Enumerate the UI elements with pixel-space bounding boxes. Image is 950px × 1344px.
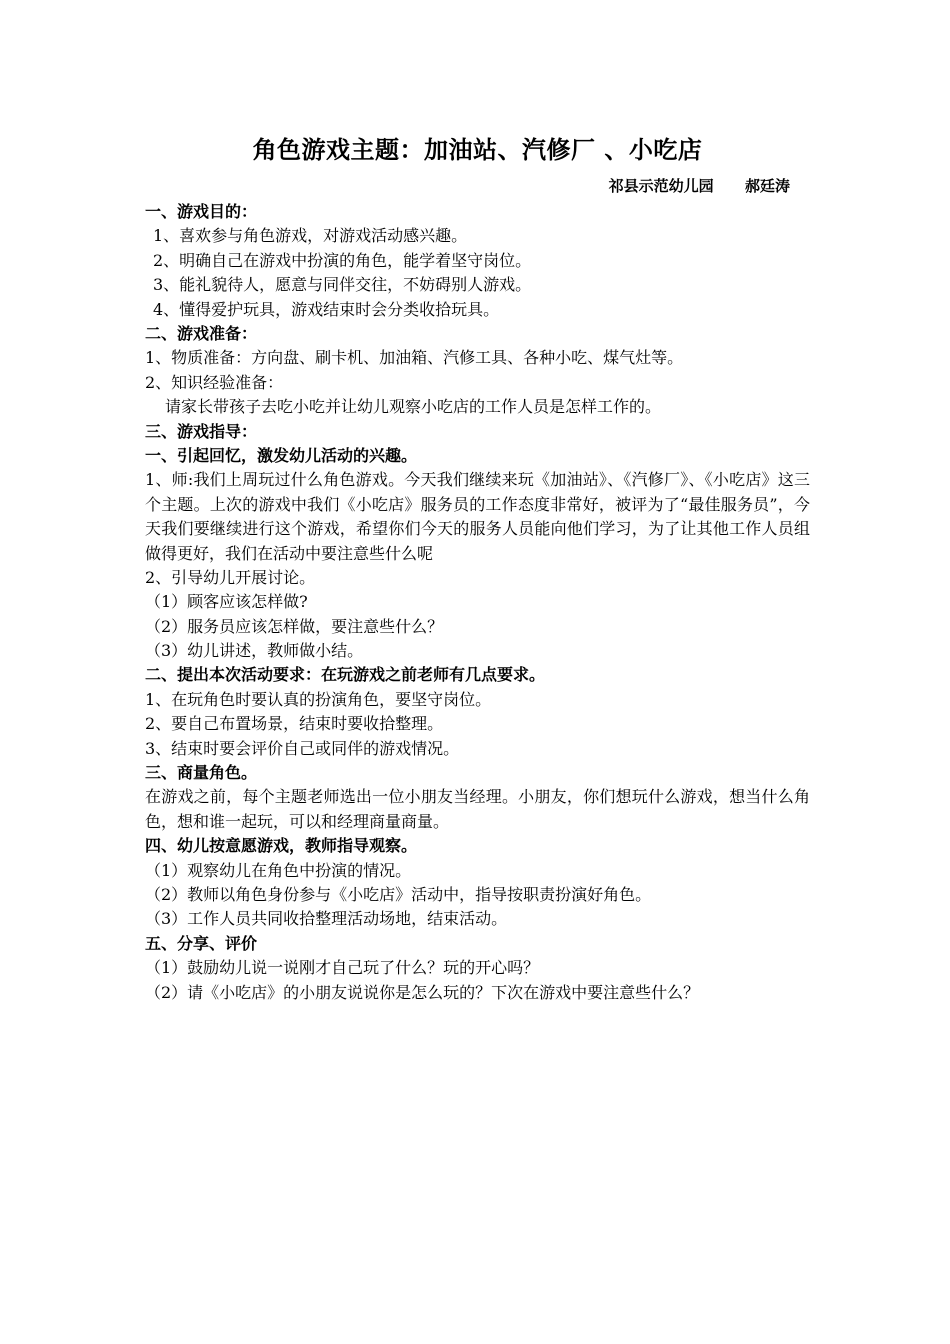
text-line: 2、知识经验准备： <box>145 372 284 392</box>
text-line: 3、结束时要会评价自己或同伴的游戏情况。 <box>145 738 460 758</box>
text-line: （3）幼儿讲述，教师做小结。 <box>145 641 364 661</box>
document-title: 角色游戏主题：加油站、汽修厂 、小吃店 <box>252 135 703 164</box>
text-line: 请家长带孩子去吃小吃并让幼儿观察小吃店的工作人员是怎样工作的。 <box>165 397 662 417</box>
text-line: （2）服务员应该怎样做，要注意些什么？ <box>145 616 444 636</box>
text-line: 2、引导幼儿开展讨论。 <box>145 567 316 587</box>
author-line: 祁县示范幼儿园 郝廷涛 <box>608 177 790 195</box>
text-line: 1、在玩角色时要认真的扮演角色，要坚守岗位。 <box>145 689 492 709</box>
section-heading: 二、提出本次活动要求：在玩游戏之前老师有几点要求。 <box>145 665 546 685</box>
text-line: （1）鼓励幼儿说一说刚才自己玩了什么？玩的开心吗？ <box>145 958 540 978</box>
text-line: 1、物质准备：方向盘、刷卡机、加油箱、汽修工具、各种小吃、煤气灶等。 <box>145 348 684 368</box>
section-heading: 三、商量角色。 <box>145 763 258 783</box>
section-block-2 <box>145 566 810 786</box>
section-heading: 一、引起回忆，激发幼儿活动的兴趣。 <box>145 445 418 465</box>
text-line: 2、要自己布置场景，结束时要收拾整理。 <box>145 714 444 734</box>
text-line: 1、喜欢参与角色游戏，对游戏活动感兴趣。 <box>153 226 468 246</box>
section-block-3 <box>145 834 810 1005</box>
text-line: （2）教师以角色身份参与《小吃店》活动中，指导按职责扮演好角色。 <box>145 885 652 905</box>
document-page <box>145 128 810 1005</box>
text-line: （1）顾客应该怎样做? <box>145 592 308 612</box>
section-heading: 四、幼儿按意愿游戏，教师指导观察。 <box>145 836 418 856</box>
text-line: （2）请《小吃店》的小朋友说说你是怎么玩的？下次在游戏中要注意些什么？ <box>145 982 700 1002</box>
section-heading: 五、分享、评价 <box>145 933 258 953</box>
text-line: （1）观察幼儿在角色中扮演的情况。 <box>145 860 412 880</box>
text-line: 2、明确自己在游戏中扮演的角色，能学着坚守岗位。 <box>153 250 532 270</box>
paragraph-role-negotiation: 在游戏之前，每个主题老师选出一位小朋友当经理。小朋友，你们想玩什么游戏，想当什么角色，想和谁一起玩，可以和经理商量商量。 <box>145 787 810 831</box>
section-heading: 一、游戏目的： <box>145 202 258 221</box>
section-block-1 <box>145 200 810 468</box>
section-heading: 二、游戏准备： <box>145 323 258 343</box>
paragraph-teacher-intro: 1、师:我们上周玩过什么角色游戏。今天我们继续来玩《加油站》、《汽修厂》、《小吃店》这三个主题。上次的游戏中我们《小吃店》服务员的工作态度非常好，被评为了“最佳服务员”，今天我们要继续进行这个游戏，希望你们今天的服务人员能向他们学习，为了让其他工作人员组做得更好，我们在活动中要注意些什么呢 <box>145 470 810 563</box>
section-heading: 三、游戏指导： <box>145 421 258 441</box>
text-line: 3、能礼貌待人，愿意与同伴交往，不妨碍别人游戏。 <box>153 275 532 295</box>
text-line: 4、懂得爱护玩具，游戏结束时会分类收拾玩具。 <box>153 299 500 319</box>
text-line: （3）工作人员共同收拾整理活动场地，结束活动。 <box>145 909 508 929</box>
